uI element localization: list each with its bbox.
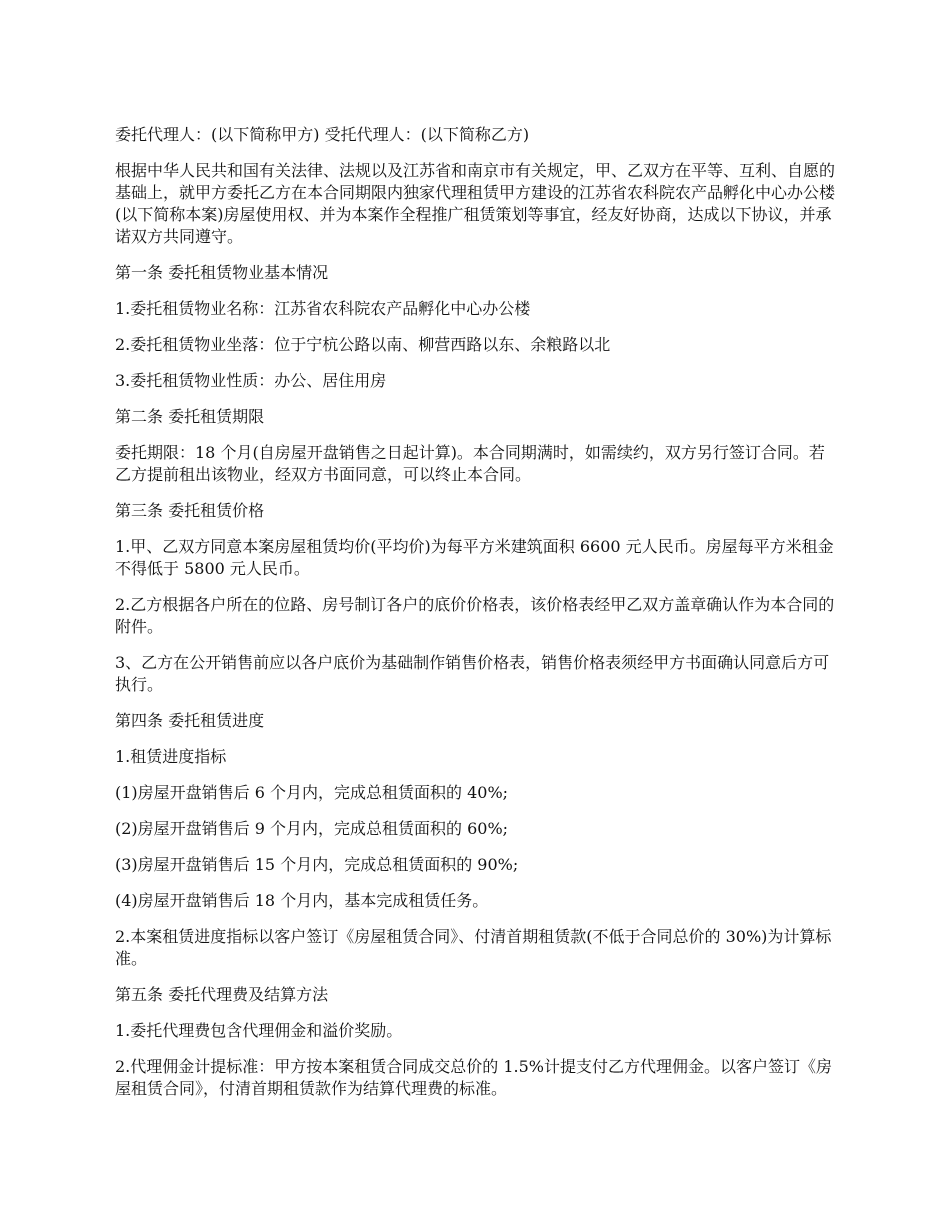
- article-3-item-2: 2.乙方根据各户所在的位路、房号制订各户的底价价格表，该价格表经甲乙双方盖章确认作为本合同的附件。: [115, 595, 835, 636]
- article-5-item-1: 1.委托代理费包含代理佣金和溢价奖励。: [115, 1021, 403, 1040]
- article-2-body: 委托期限：18 个月(自房屋开盘销售之日起计算)。本合同期满时，如需续约，双方另行签订合同。若乙方提前租出该物业，经双方书面同意，可以终止本合同。: [115, 443, 825, 484]
- article-1-item-3: 3.委托租赁物业性质：办公、居住用房: [115, 371, 387, 390]
- party-line: 委托代理人：(以下简称甲方) 受托代理人：(以下简称乙方): [115, 125, 530, 144]
- article-3-item-1: 1.甲、乙双方同意本案房屋租赁均价(平均价)为每平方米建筑面积 6600 元人民币。房屋每平方米租金不得低于 5800 元人民币。: [115, 537, 834, 578]
- preamble-paragraph: 根据中华人民共和国有关法律、法规以及江苏省和南京市有关规定，甲、乙双方在平等、互利、自愿的基础上，就甲方委托乙方在本合同期限内独家代理租赁甲方建设的江苏省农科院农产品孵化中心办公楼(以下简称本案)房屋使用权、并为本案作全程推广租赁策划等事宜，经友好协商，达成以下协议，并承诺双方共同遵守。: [115, 161, 836, 246]
- article-3-heading: 第三条 委托租赁价格: [115, 501, 265, 520]
- article-1-heading: 第一条 委托租赁物业基本情况: [115, 263, 329, 282]
- progress-target-2: (2)房屋开盘销售后 9 个月内，完成总租赁面积的 60%;: [115, 819, 509, 838]
- article-4-item-1: 1.租赁进度指标: [115, 747, 227, 766]
- progress-target-1: (1)房屋开盘销售后 6 个月内，完成总租赁面积的 40%;: [115, 783, 509, 802]
- article-5-heading: 第五条 委托代理费及结算方法: [115, 985, 329, 1004]
- article-1-item-2: 2.委托租赁物业坐落：位于宁杭公路以南、柳营西路以东、余粮路以北: [115, 335, 611, 354]
- article-5-item-2: 2.代理佣金计提标准：甲方按本案租赁合同成交总价的 1.5%计提支付乙方代理佣金。以客户签订《房屋租赁合同》，付清首期租赁款作为结算代理费的标准。: [115, 1057, 833, 1098]
- article-4-heading: 第四条 委托租赁进度: [115, 711, 265, 730]
- document-page: [115, 124, 840, 1114]
- article-1-item-1: 1.委托租赁物业名称：江苏省农科院农产品孵化中心办公楼: [115, 299, 531, 318]
- progress-target-4: (4)房屋开盘销售后 18 个月内，基本完成租赁任务。: [115, 891, 489, 910]
- article-4-item-2: 2.本案租赁进度指标以客户签订《房屋租赁合同》、付清首期租赁款(不低于合同总价的 30%)为计算标准。: [115, 927, 832, 968]
- article-3-item-3: 3、乙方在公开销售前应以各户底价为基础制作销售价格表，销售价格表须经甲方书面确认同意后方可执行。: [115, 653, 830, 694]
- progress-target-3: (3)房屋开盘销售后 15 个月内，完成总租赁面积的 90%;: [115, 855, 519, 874]
- article-2-heading: 第二条 委托租赁期限: [115, 407, 265, 426]
